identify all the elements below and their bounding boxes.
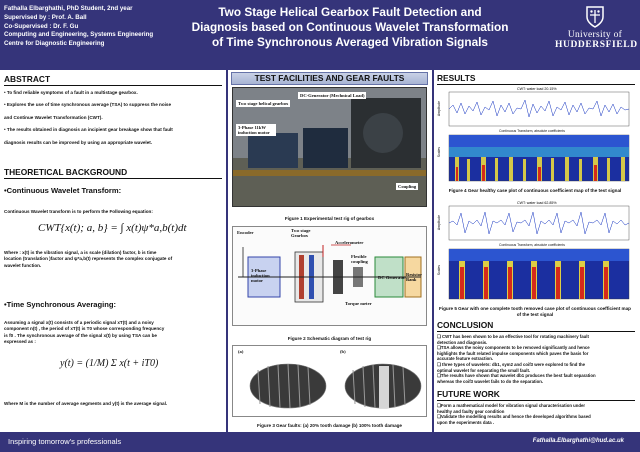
gear-label-b: (b) bbox=[340, 349, 346, 354]
future-body bbox=[437, 403, 637, 425]
abstract-line: and Continue Wavelet Transformation (CWT). bbox=[4, 114, 103, 120]
fig2-caption: Figure 2 Schematic diagram of test rig bbox=[287, 336, 372, 341]
conclusion-line: ❑The results have shown that wavelet db1 produces the best fault separation bbox=[437, 373, 596, 379]
plot2-scale-label: Scales bbox=[437, 265, 441, 276]
cwt-eq-rhs: ∫ x(t)ψ*a,b(t)dt bbox=[120, 222, 187, 234]
test-rig-photo bbox=[232, 87, 427, 207]
schematic-label-coupling: Flexible coupling bbox=[351, 254, 368, 264]
facilities-heading: TEST FACILITIES AND GEAR FAULTS bbox=[231, 72, 428, 85]
abstract-line: • Explores the use of time synchronous average (TSA) to suppress the noise bbox=[4, 102, 172, 108]
conclusion-line: highlights the fault related impulse components which paves the basis for bbox=[437, 350, 589, 356]
gear-label-a: (a) bbox=[238, 349, 244, 354]
conclusion-line: accurate feature extraction. bbox=[437, 356, 494, 362]
title-line: Two Stage Helical Gearbox Fault Detection and bbox=[218, 5, 482, 19]
title-line: of Time Synchronous Averaged Vibration Signals bbox=[212, 35, 488, 49]
schematic-label-resistor: Resistor Bank bbox=[406, 272, 422, 282]
where-line: wavelet function. bbox=[4, 262, 42, 268]
abstract-underline bbox=[4, 85, 222, 86]
author-line: Fathalla Elbarghathi, PhD Student, 2nd year bbox=[4, 5, 133, 12]
gear-illustration bbox=[233, 346, 428, 418]
plot1-scale-label: Scales bbox=[437, 147, 441, 158]
tsa-heading: •Time Synchronous Averaging: bbox=[4, 300, 117, 309]
poster-header bbox=[0, 0, 640, 70]
cwt-equation bbox=[38, 222, 187, 234]
gear-faults-photo bbox=[232, 345, 427, 417]
conclusion-line: detection and diagnosis. bbox=[437, 339, 488, 345]
footer-email[interactable]: Fathalla.Elbarghathi@hud.ac.uk bbox=[532, 438, 624, 444]
poster-footer bbox=[0, 432, 640, 452]
results-underline bbox=[437, 84, 635, 85]
conclusion-line: ❑ CWT has been shown to be an effective tool for rotating machinery fault bbox=[437, 334, 589, 339]
future-heading: FUTURE WORK bbox=[437, 389, 500, 399]
schematic-label-motor: 3-Phase induction motor bbox=[251, 268, 270, 283]
author-block bbox=[4, 5, 153, 49]
crest-icon bbox=[585, 6, 605, 28]
logo-line2: HUDDERSFIELD bbox=[555, 40, 638, 50]
tsa-line: Assuming a signal x(t) consists of a periodic signal xT(t) and a noisy bbox=[4, 320, 154, 325]
column-divider bbox=[226, 70, 228, 432]
where-line: Where : x(t) is the vibration signal, a is scale (dilation) factor, b is time bbox=[4, 250, 157, 255]
plot1-title: CWT: water load 20.15% bbox=[517, 87, 557, 91]
conclusion-heading: CONCLUSION bbox=[437, 320, 494, 330]
where-line: location (translation )factor and ψ*a,b(t) represents the complex conjugate of bbox=[4, 256, 173, 262]
cwt-eq-lhs: CWT{x(t); a, b} = bbox=[38, 222, 118, 234]
author-line: Computing and Engineering, Systems Engineering bbox=[4, 31, 154, 39]
fig1-caption: Figure 1 Experimental test rig of gearbox bbox=[284, 216, 375, 221]
conclusion-line: ❑TSA allows the noisy components to be removed significantly and hence bbox=[437, 345, 590, 351]
abstract-line: • The results obtained in diagnosis an incipient gear breakage show that fault bbox=[4, 127, 173, 133]
schematic-label-torque: Torque meter bbox=[345, 301, 372, 306]
future-underline bbox=[437, 400, 635, 401]
conclusion-line: whereas the coif3 wavelet fails to do the separation. bbox=[437, 378, 544, 384]
photo-label-motor: 3-Phase 11kW induction motor bbox=[236, 124, 276, 136]
photo-label-dc-generator: DC-Generator (Mechnical Load) bbox=[300, 93, 365, 98]
author-line: Supervised by : Prof. A. Ball bbox=[4, 13, 87, 21]
photo-label-coupling: Coupling bbox=[398, 184, 417, 189]
plot2-title: CWT: water load 62.85% bbox=[517, 201, 557, 205]
fig5-caption: Figure 5 Gear with one complete tooth removed case plot of continuous coefficient map of the test signal bbox=[439, 306, 631, 317]
cwt-where bbox=[4, 250, 226, 269]
plot2-chart bbox=[437, 201, 633, 305]
results-heading: RESULTS bbox=[437, 73, 476, 83]
schematic-diagram bbox=[232, 226, 427, 326]
tsa-where: Where M is the number of average segments and y(t) is the average signal. bbox=[4, 401, 168, 406]
author-line: Centre for Diagnostic Engineering bbox=[4, 40, 105, 48]
schematic-label-accelerometer: Accelerometer bbox=[335, 240, 364, 245]
plot1-ylabel: Amplitude bbox=[437, 101, 441, 117]
abstract-line: • To find reliable symptoms of a fault in a multistage gearbox. bbox=[4, 90, 138, 95]
theory-underline bbox=[4, 178, 222, 179]
tsa-line: expressed as : bbox=[4, 339, 36, 345]
photo-label-gearbox: Two stage helical gearbox bbox=[238, 101, 289, 106]
future-line: healthy and faulty gear condition bbox=[437, 408, 505, 414]
abstract-line: diagnosis results can be improved by using an appropriate wavelet. bbox=[4, 139, 153, 145]
fig4-caption: Figure 4 Gear healthy case plot of continuous coefficient map of the test signal bbox=[448, 188, 622, 193]
conclusion-line: ❑ three types of wavelets: db1, sym2 and coif3 were explored to find the bbox=[437, 361, 586, 367]
author-line: Co-Supervised : Dr. F. Gu bbox=[4, 22, 79, 30]
conclusion-line: optimal wavelet for separating the small fault. bbox=[437, 367, 531, 373]
schematic-label-dc-generator: DC Generator bbox=[378, 275, 407, 280]
tsa-equation: y(t) = (1/M) Σ x(t + iT0) bbox=[60, 358, 159, 369]
results-plot-healthy bbox=[437, 87, 633, 187]
conclusion-body bbox=[437, 334, 637, 384]
future-line: ❑Form a mathematical model for vibration signal characterisation under bbox=[437, 403, 586, 408]
title-line: Diagnosis based on Continuous Wavelet Transformation bbox=[191, 20, 509, 34]
plot1-chart bbox=[437, 87, 633, 187]
footer-slogan: Inspiring tomorrow's professionals bbox=[8, 437, 122, 446]
cwt-intro: Continuous Wavelet transform is to perform the Following equation: bbox=[4, 209, 153, 214]
abstract-heading: ABSTRACT bbox=[4, 74, 51, 84]
schematic-label-encoder: Encoder bbox=[237, 230, 254, 235]
tsa-body bbox=[4, 320, 226, 346]
tsa-line: component n(t) , the period of xT(t) is T0 whose corresponding frequency bbox=[4, 326, 165, 332]
logo-line1: University of bbox=[567, 30, 623, 40]
schematic-label-gearbox: Two stage Gearbox bbox=[291, 228, 311, 238]
cwt-heading: •Continuous Wavelet Transform: bbox=[4, 186, 122, 195]
future-line: upon the experiments data . bbox=[437, 419, 495, 425]
theory-heading: THEORETICAL BACKGROUND bbox=[4, 167, 128, 177]
plot2-ylabel: Amplitude bbox=[437, 215, 441, 231]
university-logo bbox=[555, 6, 638, 50]
fig3-caption: Figure 3 Gear faults: (a) 20% tooth damage (b) 100% tooth damage bbox=[257, 423, 402, 428]
future-line: ❑Validate the modelling results and hence the developed algorithms based bbox=[437, 414, 591, 420]
column-divider bbox=[432, 70, 434, 432]
conclusion-underline bbox=[437, 331, 635, 332]
plot1-subtitle: Continuous Transform, absolute coefficients bbox=[499, 129, 565, 133]
plot2-subtitle: Continuous Transform, absolute coefficients bbox=[499, 243, 565, 247]
tsa-line: is f0 . The synchronous average of the signal x(t) by using TSA can be bbox=[4, 332, 157, 338]
poster-title bbox=[185, 5, 515, 50]
abstract-body bbox=[4, 90, 224, 146]
results-plot-faulty bbox=[437, 201, 633, 305]
